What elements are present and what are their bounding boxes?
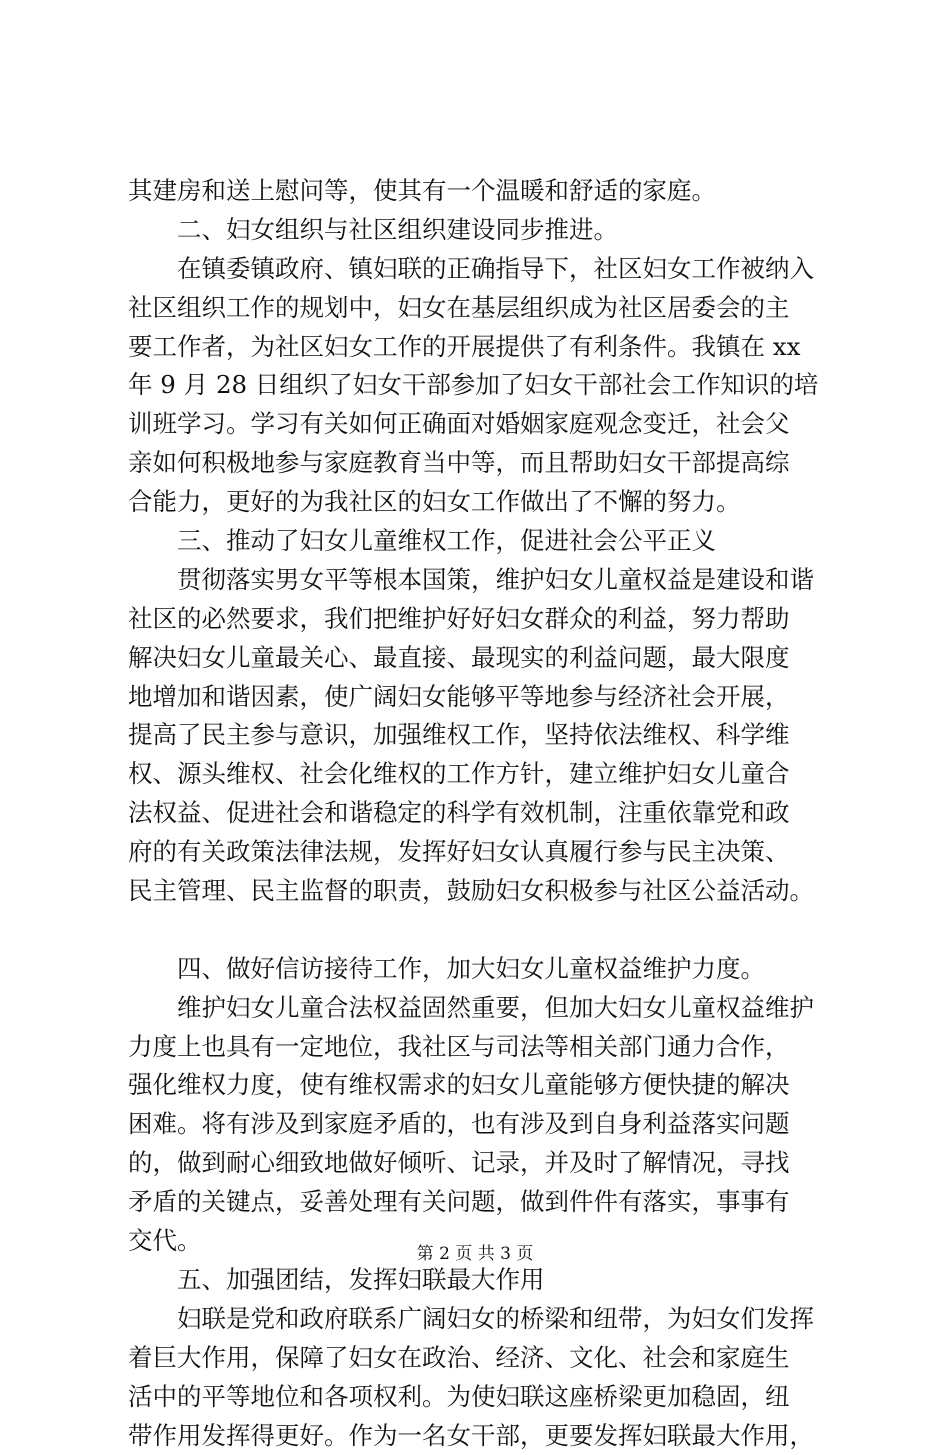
text-line: 在镇委镇政府、镇妇联的正确指导下，社区妇女工作被纳入 — [128, 250, 838, 289]
text-line: 地增加和谐因素，使广阔妇女能够平等地参与经济社会开展， — [128, 678, 838, 717]
text-line: 活中的平等地位和各项权利。为使妇联这座桥梁更加稳固，纽 — [128, 1378, 838, 1417]
text-line: 亲如何积极地参与家庭教育当中等，而且帮助妇女干部提高综 — [128, 444, 838, 483]
text-line: 妇联是党和政府联系广阔妇女的桥梁和纽带，为妇女们发挥 — [128, 1300, 838, 1339]
page-number: 第 2 页 共 3 页 — [417, 1244, 534, 1264]
text-line: 贯彻落实男女平等根本国策，维护妇女儿童权益是建设和谐 — [128, 561, 838, 600]
text-line: 困难。将有涉及到家庭矛盾的，也有涉及到自身利益落实问题 — [128, 1105, 838, 1144]
page-footer — [0, 1243, 950, 1265]
text-line: 年 9 月 28 日组织了妇女干部参加了妇女干部社会工作知识的培 — [128, 366, 838, 405]
text-line: 其建房和送上慰问等，使其有一个温暖和舒适的家庭。 — [128, 172, 838, 211]
text-line: 解决妇女儿童最关心、最直接、最现实的利益问题，最大限度 — [128, 639, 838, 678]
section-heading-5: 五、加强团结，发挥妇联最大作用 — [128, 1261, 838, 1300]
text-line: 的，做到耐心细致地做好倾听、记录，并及时了解情况，寻找 — [128, 1144, 838, 1183]
text-line: 要工作者，为社区妇女工作的开展提供了有利条件。我镇在 xx — [128, 328, 838, 367]
text-line: 带作用发挥得更好。作为一名女干部，更要发挥妇联最大作用， — [128, 1417, 838, 1455]
section-heading-3: 三、推动了妇女儿童维权工作，促进社会公平正义 — [128, 522, 838, 561]
text-line: 提高了民主参与意识，加强维权工作，坚持依法维权、科学维 — [128, 716, 838, 755]
text-line: 交代。 — [128, 1222, 838, 1261]
text-line: 着巨大作用，保障了妇女在政治、经济、文化、社会和家庭生 — [128, 1339, 838, 1378]
section-heading-2: 二、妇女组织与社区组织建设同步推进。 — [128, 211, 838, 250]
text-line: 府的有关政策法律法规，发挥好妇女认真履行参与民主决策、 — [128, 833, 838, 872]
section-heading-4: 四、做好信访接待工作，加大妇女儿童权益维护力度。 — [128, 950, 838, 989]
text-line: 社区的必然要求，我们把维护好好妇女群众的利益，努力帮助 — [128, 600, 838, 639]
text-line: 维护妇女儿童合法权益固然重要，但加大妇女儿童权益维护 — [128, 989, 838, 1028]
text-line: 训班学习。学习有关如何正确面对婚姻家庭观念变迁，社会父 — [128, 405, 838, 444]
text-line: 社区组织工作的规划中，妇女在基层组织成为社区居委会的主 — [128, 289, 838, 328]
text-line: 矛盾的关键点，妥善处理有关问题，做到件件有落实，事事有 — [128, 1183, 838, 1222]
text-line: 权、源头维权、社会化维权的工作方针，建立维护妇女儿童合 — [128, 755, 838, 794]
text-line: 强化维权力度，使有维权需求的妇女儿童能够方便快捷的解决 — [128, 1066, 838, 1105]
text-line: 法权益、促进社会和谐稳定的科学有效机制，注重依靠党和政 — [128, 794, 838, 833]
text-line: 民主管理、民主监督的职责，鼓励妇女积极参与社区公益活动。 — [128, 872, 838, 911]
text-line: 合能力，更好的为我社区的妇女工作做出了不懈的努力。 — [128, 483, 838, 522]
text-line: 力度上也具有一定地位，我社区与司法等相关部门通力合作， — [128, 1028, 838, 1067]
paragraph-gap — [128, 911, 838, 950]
